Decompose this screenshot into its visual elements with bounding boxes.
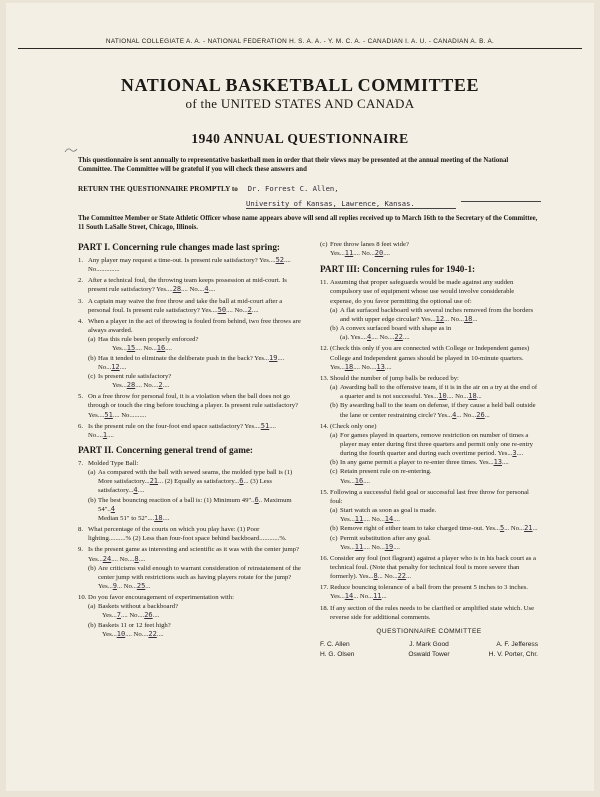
answer-no: 2: [158, 381, 163, 390]
answer-yes: 13: [493, 458, 503, 467]
return-label: RETURN THE QUESTIONNAIRE PROMPTLY to: [78, 185, 238, 193]
question-4a: (a) Has this rule been properly enforced? Yes...15.... No...16....: [88, 336, 199, 353]
answer-no: 2: [247, 305, 252, 314]
committee-member: F. C. Allen: [320, 641, 350, 649]
answer-no: 18: [468, 392, 477, 401]
question-5: 5. On a free throw for personal foul, it is a violation when the ball does not go through or touch the ring before touching a player. Is present rule satisfactory? Yes....51.... No..........: [78, 393, 299, 419]
answer-no: 16: [156, 344, 166, 353]
question-7: 7. Molded Type Ball: (a) As compared with the ball with sewed seams, the molded type ball is (1) More satisfactory...21... (2) Equally as satisfactory...6... (3) Less satisfactory...4.... (b) The best bouncing reaction of a ball is: (1) Minimum 49"..6.. Maximum 54"..4 Median 51" to 52"....18....: [78, 459, 303, 523]
question-15a: (a) Start watch as soon as goal is made. Yes...11.... No...14....: [330, 507, 437, 524]
question-15c: (c) Permit substitution after any goal. Yes...11.... No...19....: [330, 534, 431, 551]
answer-no: 21: [524, 524, 533, 533]
part3-title: PART III: Concerning rules for 1940-1:: [320, 264, 476, 275]
question-4b: (b) Has it tended to eliminate the deliberate push in the back? Yes...19.... No...12....: [88, 353, 285, 371]
answer-yes: 7: [116, 611, 121, 620]
answer-yes: 11: [344, 249, 354, 258]
answer-yes: 18: [344, 362, 354, 371]
answer-yes: 11: [354, 542, 364, 551]
answer-yes: 8: [373, 572, 378, 581]
question-14a: (a) For games played in quarters, remove restriction on number of times a player may enter during first three quarters and permit only one re-entry during the fourth quarter and during each overtime period. Yes...3....: [330, 431, 533, 458]
answer-no: 22: [394, 333, 403, 342]
answer-no: 12: [111, 362, 120, 371]
question-11a: (a) A flat surfaced backboard with several inches removed from the borders and with upper edge circular? Yes...12... No...18...: [330, 306, 534, 323]
question-14b: (b) In any game permit a player to re-enter three times. Yes...13....: [330, 458, 509, 467]
answer-yes: 12: [435, 314, 445, 323]
committee-heading: QUESTIONNAIRE COMMITTEE: [376, 627, 482, 635]
answer-yes: 19: [269, 353, 278, 362]
answer-no: 4: [204, 285, 209, 294]
question-1: 1. Any player may request a time-out. Is present rule satisfactory? Yes....52.... No..............: [78, 256, 291, 274]
question-12: 12. (Check this only if you are connected with College or Independent games) College and Independent games should be played in 10-minute quarters. Yes...18.... No....13....: [320, 345, 530, 371]
answer-more: 21: [149, 477, 159, 486]
question-13a: (a) Awarding ball to the offensive team, if it is in the air on a try at the end of a quarter and is not successful. Yes...10.... No...18...: [330, 384, 538, 401]
answer-yes: 9: [112, 582, 117, 590]
answer-yes: 11: [354, 515, 364, 524]
answer-yes: 14: [344, 592, 354, 601]
question-11: 11. Assuming that proper safeguards would be made against any sudden compulsory use of equipment whose use would involve considerable expense, do you favor permitting the optional use of: (a) A flat surfaced backboard with several inches removed from the borders and with upper edge circular? Yes...12... No...18... (b) A convex surfaced board with shape as in (a). Yes....4.... No....22....: [320, 278, 538, 342]
questionnaire-page: [6, 3, 594, 791]
question-14c: (c) Retain present rule on re-entering. Yes...16....: [330, 468, 432, 485]
answer-yes: 51: [260, 421, 270, 430]
committee-subtitle: of the UNITED STATES AND CANADA: [185, 96, 415, 111]
answer-no: 13: [376, 362, 385, 371]
answer-yes: 10: [116, 629, 126, 638]
question-18: 18. If any section of the rules needs to be clarified or amplified state which. Use reverse side for additional comments.: [320, 604, 535, 621]
question-10b: (b) Baskets 11 or 12 feet high? Yes...10.... No....22....: [88, 621, 171, 638]
question-6: 6. Is the present rule on the four-foot end space satisfactory? Yes....51.... No....1....: [78, 421, 276, 439]
pencil-mark-icon: [64, 146, 78, 154]
intro-text: This questionnaire is sent annually to representative basketball men in order that their views may be presented at the annual meeting of the National Committee. The Committee will be grateful if you will check these answers and: [78, 157, 509, 174]
questionnaire-committee: [320, 627, 538, 660]
return-address: University of Kansas, Lawrence, Kansas.: [246, 199, 456, 209]
part2-title: PART II. Concerning general trend of game:: [78, 444, 253, 455]
answer-no: 26: [144, 611, 153, 620]
answer-median: 18: [154, 513, 163, 522]
question-10c: (c) Free throw lanes 8 feet wide? Yes...11.... No...20....: [320, 241, 409, 258]
answer-yes: 3: [512, 449, 517, 458]
answer-yes: 4: [366, 333, 372, 342]
answer-yes: 16: [354, 476, 364, 485]
answer-no: 18: [463, 314, 473, 323]
answer-equal: 6: [239, 477, 244, 486]
answer-no: 22: [148, 629, 157, 638]
answer-no: 11: [373, 592, 382, 601]
question-13: 13. Should the number of jump balls be reduced by: (a) Awarding ball to the offensive team, if it is in the air on a try at the end of a quarter and is not successful. Yes...10.... No...18... (b) By awarding ball to the team on defense, if they cause a held ball outside the lane or center restraining circle? Yes...4... No...26...: [320, 374, 538, 419]
answer-yes: 52: [275, 256, 285, 264]
answer-less: 4: [133, 486, 138, 495]
answer-yes: 10: [438, 392, 447, 401]
question-4c: (c) Is present rule satisfactory? Yes...28.... No....2....: [88, 372, 172, 390]
question-3: 3. A captain may waive the free throw and take the ball at mid-court after a personal foul. Is present rule satisfactory? Yes....50.... No...2....: [78, 297, 283, 314]
answer-yes: 15: [126, 344, 136, 353]
return-name: Dr. Forrest C. Allen,: [247, 184, 339, 193]
part1-title: PART I. Concerning rule changes made last spring:: [78, 242, 280, 252]
question-7a: (a) As compared with the ball with sewed seams, the molded type ball is (1) More satisfactory...21... (2) Equally as satisfactory...6... (3) Less satisfactory...4....: [88, 469, 293, 495]
committee-note: The Committee Member or State Athletic Officer whose name appears above will send all replies received up to March 16th to the Secretary of the Committee, 11 South LaSalle Street, Chicago, Illinois.: [78, 215, 538, 232]
committee-row-1: [320, 640, 538, 650]
answer-yes: 28: [172, 285, 182, 294]
question-10: 10. Do you favor encouragement of experimentation with: (a) Baskets without a backboard? Yes...7.... No....26.... (b) Baskets 11 or 12 feet high? Yes...10.... No....22....: [78, 593, 303, 639]
question-10a: (a) Baskets without a backboard? Yes...7.... No....26....: [88, 603, 179, 620]
committee-member: Oswald Tower: [408, 651, 450, 659]
answer-minimum: 6: [254, 495, 259, 504]
committee-member: A. F. Jefferess: [496, 641, 538, 649]
answer-yes: 24: [102, 554, 112, 563]
committee-member: H. G. Olsen: [320, 651, 355, 659]
question-7b: (b) The best bouncing reaction of a ball is: (1) Minimum 49"..6.. Maximum 54"..4 Median 51" to 52"....18....: [88, 495, 292, 522]
answer-yes: 4: [452, 410, 457, 419]
right-column: [320, 240, 538, 660]
associations-bar: NATIONAL COLLEGIATE A. A. - NATIONAL FEDERATION H. S. A. A. - Y. M. C. A. - CANADIAN I. A. U. - CANADIAN A. B. A.: [18, 35, 582, 49]
answer-no: 1: [102, 430, 108, 439]
left-column: [78, 240, 303, 639]
answer-no: 26: [476, 410, 485, 419]
committee-member: J. Mark Good: [409, 641, 449, 649]
document-title: 1940 ANNUAL QUESTIONNAIRE: [191, 131, 409, 146]
question-16: 16. Consider any foul (not flagrant) against a player who is in his back court as a technical foul. (Note that penalty for technical foul is more severe than formerly). Yes...8... No...22...: [320, 554, 536, 581]
committee-title: NATIONAL BASKETBALL COMMITTEE: [120, 75, 480, 95]
answer-yes: 28: [126, 381, 136, 390]
signature-line: [461, 189, 541, 202]
question-13b: (b) By awarding ball to the team on defense, if they cause a held ball outside the lane or center restraining circle? Yes...4... No...26...: [330, 402, 536, 419]
answer-no: 22: [397, 572, 407, 581]
answer-no: 8: [134, 554, 139, 563]
return-line: [78, 184, 339, 193]
answer-no: 20: [374, 249, 384, 258]
committee-row-2: [320, 650, 538, 660]
question-9b: (b) Are criticisms valid enough to warrant consideration of reinstatement of the center jump with restrictions such as having players rotate for the jump? Yes...9... No...25...: [88, 564, 301, 590]
answer-yes: 51: [104, 410, 113, 419]
answer-no: 25: [136, 582, 146, 590]
question-17: 17. Reduce bouncing tolerance of a ball from the present 5 inches to 3 inches. Yes...14... No...11...: [320, 584, 528, 601]
answer-yes: 5: [499, 524, 505, 533]
answer-no: 19: [384, 542, 394, 551]
answer-maximum: 4: [110, 504, 115, 513]
question-9: 9. Is the present game as interesting and scientific as it was with the center jump? Yes...24.... No....8.... (b) Are criticisms valid enough to warrant consideration of reinstatement of the center jump with restrictions such as having players rotate for the jump? Yes...9... No...25...: [78, 545, 303, 591]
question-8: 8. What percentage of the courts on which you play have: (1) Poor lighting..........% (2) Less than four-foot space behind backboard............%.: [78, 526, 287, 543]
question-14: 14. (Check only one) (a) For games played in quarters, remove restriction on number of times a player may enter during first three quarters and permit only one re-entry during the fourth quarter and during each overtime period. Yes...3.... (b) In any game permit a player to re-enter three times. Yes...13.... (c) Retain present rule on re-entering. Yes...16....: [320, 422, 538, 486]
question-11b: (b) A convex surfaced board with shape as in (a). Yes....4.... No....22....: [330, 325, 452, 342]
committee-member: H. V. Porter, Chr.: [488, 651, 538, 659]
question-15: 15. Following a successful field goal or successful last free throw for personal foul: (a) Start watch as soon as goal is made. Yes...11.... No...14.... (b) Remove right of either team to take charged time-out. Yes...5... No...21... (c) Permit substitution after any goal. Yes...11.... No...19....: [320, 488, 538, 551]
answer-yes: 50: [217, 305, 227, 314]
answer-no: 14: [384, 515, 394, 524]
question-2: 2. After a technical foul, the throwing team keeps possession at mid-court. Is present rule satisfactory? Yes....28.... No....4....: [78, 277, 287, 294]
question-4: 4. When a player in the act of throwing is fouled from behind, two free throws are always awarded. (a) Has this rule been properly enforced? Yes...15.... No...16.... (b) Has it tended to eliminate the deliberate push in the back? Yes...19.... No...12.... (c) Is present rule satisfactory? Yes...28.... No....2....: [78, 317, 303, 390]
question-15b: (b) Remove right of either team to take charged time-out. Yes...5... No...21...: [330, 524, 538, 533]
